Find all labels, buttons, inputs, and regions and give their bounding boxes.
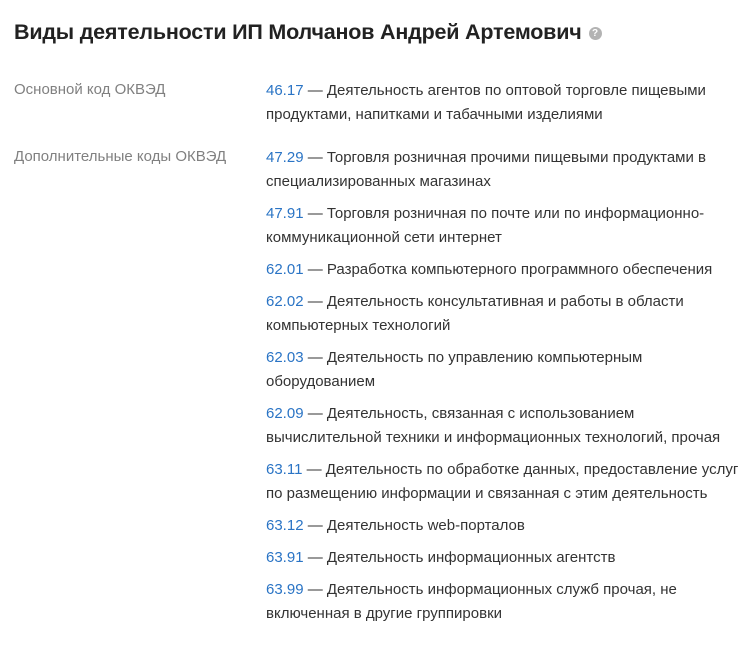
okved-entry (266, 290, 740, 338)
okved-code-link[interactable]: 46.17 (266, 82, 304, 99)
okved-entry (266, 458, 740, 506)
okved-description: — Деятельность консультативная и работы в области компьютерных технологий (266, 293, 684, 334)
okved-description: — Торговля розничная прочими пищевыми продуктами в специализированных магазинах (266, 149, 706, 190)
okved-entry (266, 346, 740, 394)
okved-description: — Деятельность, связанная с использованием вычислительной техники и информационных технологий, прочая (266, 405, 721, 446)
okved-entry (266, 146, 740, 194)
okved-description: — Деятельность агентов по оптовой торговле пищевыми продуктами, напитками и табачными изделиями (266, 82, 706, 123)
help-icon[interactable]: ? (589, 27, 602, 40)
okved-description: — Деятельность по управлению компьютерным оборудованием (266, 349, 643, 390)
okved-description: — Деятельность информационных агентств (303, 549, 616, 566)
okved-entry (266, 402, 740, 450)
title-row (14, 18, 602, 46)
okved-code-link[interactable]: 62.01 (266, 261, 304, 278)
okved-description: — Деятельность информационных служб прочая, не включенная в другие группировки (266, 581, 677, 622)
additional-okved-label: Дополнительные коды ОКВЭД (14, 148, 227, 165)
okved-code-link[interactable]: 63.11 (266, 461, 303, 478)
additional-okved-list (266, 146, 740, 634)
okved-description: — Торговля розничная по почте или по информационно-коммуникационной сети интернет (266, 205, 705, 246)
page-title: Виды деятельности ИП Молчанов Андрей Артемович (14, 20, 582, 44)
okved-code-link[interactable]: 47.91 (266, 205, 304, 222)
okved-code-link[interactable]: 63.91 (266, 549, 304, 566)
okved-entry (266, 79, 740, 127)
okved-entry (266, 202, 740, 250)
okved-code-link[interactable]: 63.99 (266, 581, 304, 598)
okved-code-link[interactable]: 47.29 (266, 149, 304, 166)
okved-code-link[interactable]: 62.02 (266, 293, 304, 310)
okved-code-link[interactable]: 63.12 (266, 517, 304, 534)
okved-code-link[interactable]: 62.09 (266, 405, 304, 422)
okved-entry (266, 546, 740, 570)
okved-description: — Разработка компьютерного программного обеспечения (303, 261, 713, 278)
okved-description: — Деятельность web-порталов (303, 517, 525, 534)
okved-entry (266, 258, 740, 282)
okved-entry (266, 578, 740, 626)
okved-code-link[interactable]: 62.03 (266, 349, 304, 366)
main-okved-label: Основной код ОКВЭД (14, 81, 166, 98)
okved-entry (266, 514, 740, 538)
okved-description: — Деятельность по обработке данных, предоставление услуг по размещению информации и связанная с этим деятельность (266, 461, 739, 502)
main-okved-list (266, 79, 740, 135)
